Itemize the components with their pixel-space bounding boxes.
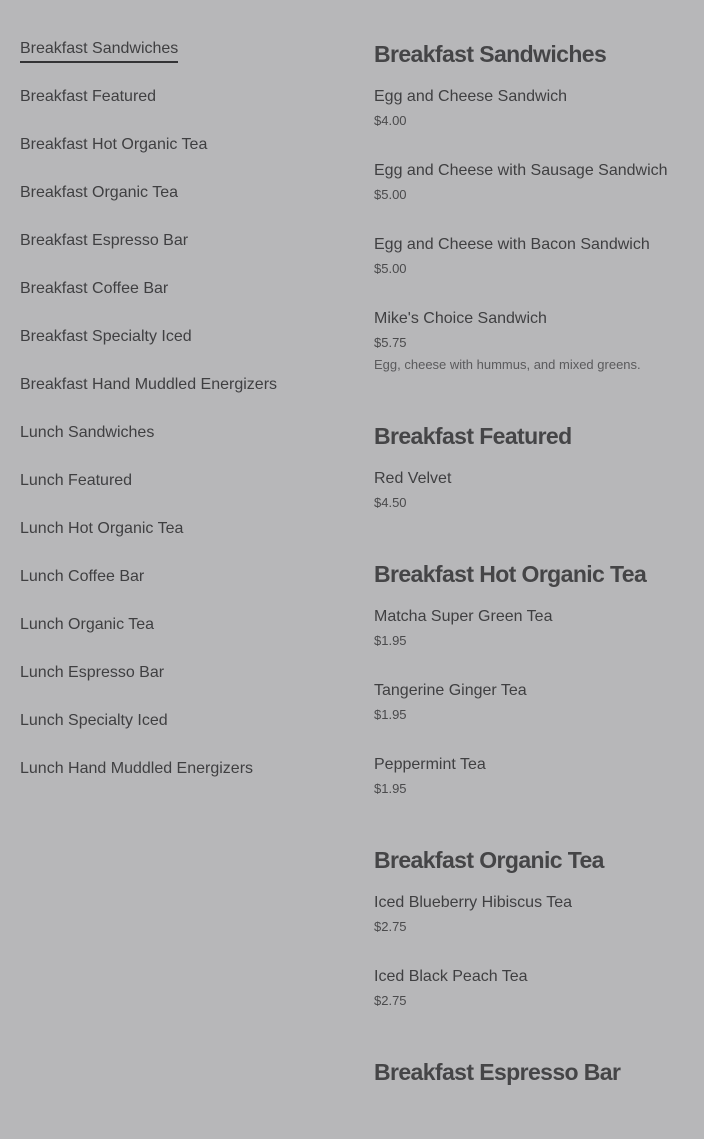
nav-item-label: Lunch Espresso Bar <box>20 664 165 681</box>
menu-item-name: Mike's Choice Sandwich <box>374 310 547 327</box>
nav-item-label: Breakfast Specialty Iced <box>20 328 192 345</box>
menu-section-breakfast-hot-organic-tea <box>374 558 694 798</box>
menu-item-price: $4.50 <box>374 495 407 510</box>
nav-item-lunch-hand-muddled-energizers[interactable] <box>20 758 340 806</box>
nav-item-lunch-hot-organic-tea[interactable] <box>20 518 340 566</box>
menu-item-price: $1.95 <box>374 633 407 648</box>
menu-item-price: $5.00 <box>374 261 407 276</box>
menu-section-breakfast-featured <box>374 420 694 512</box>
nav-item-label: Lunch Sandwiches <box>20 424 155 441</box>
nav-item-label: Breakfast Coffee Bar <box>20 280 169 297</box>
menu-item-description: Egg, cheese with hummus, and mixed greens. <box>374 357 641 372</box>
menu-item-name: Egg and Cheese Sandwich <box>374 88 568 105</box>
menu-item-price: $5.75 <box>374 335 407 350</box>
nav-item-label: Breakfast Organic Tea <box>20 184 179 201</box>
menu-item-name: Matcha Super Green Tea <box>374 608 553 625</box>
menu-item[interactable] <box>374 308 694 374</box>
nav-item-lunch-coffee-bar[interactable] <box>20 566 340 614</box>
nav-item-breakfast-sandwiches[interactable] <box>20 38 340 86</box>
nav-item-breakfast-specialty-iced[interactable] <box>20 326 340 374</box>
menu-item-price: $1.95 <box>374 707 407 722</box>
nav-item-label: Breakfast Espresso Bar <box>20 232 189 249</box>
nav-item-breakfast-coffee-bar[interactable] <box>20 278 340 326</box>
menu-item[interactable] <box>374 892 694 936</box>
menu-item[interactable] <box>374 234 694 278</box>
menu-item-price: $5.00 <box>374 187 407 202</box>
menu-item-name: Egg and Cheese with Sausage Sandwich <box>374 162 668 179</box>
menu-item[interactable] <box>374 680 694 724</box>
nav-item-label: Breakfast Featured <box>20 88 157 105</box>
nav-item-breakfast-hand-muddled-energizers[interactable] <box>20 374 340 422</box>
section-title: Breakfast Featured <box>374 423 572 449</box>
section-title: Breakfast Hot Organic Tea <box>374 561 647 587</box>
menu-section-breakfast-sandwiches <box>374 38 694 374</box>
menu-item-name: Peppermint Tea <box>374 756 486 773</box>
nav-item-label: Breakfast Hand Muddled Energizers <box>20 376 278 393</box>
nav-item-lunch-featured[interactable] <box>20 470 340 518</box>
menu-list <box>374 38 694 1134</box>
nav-item-label: Lunch Featured <box>20 472 133 489</box>
menu-item[interactable] <box>374 966 694 1010</box>
nav-item-label: Lunch Organic Tea <box>20 616 155 633</box>
nav-item-label: Lunch Specialty Iced <box>20 712 168 729</box>
category-nav <box>20 38 340 806</box>
menu-section-breakfast-organic-tea <box>374 844 694 1010</box>
menu-item[interactable] <box>374 160 694 204</box>
nav-item-lunch-organic-tea[interactable] <box>20 614 340 662</box>
nav-item-lunch-espresso-bar[interactable] <box>20 662 340 710</box>
nav-item-breakfast-espresso-bar[interactable] <box>20 230 340 278</box>
nav-item-breakfast-organic-tea[interactable] <box>20 182 340 230</box>
menu-item-name: Iced Black Peach Tea <box>374 968 528 985</box>
menu-item-price: $2.75 <box>374 993 407 1008</box>
nav-item-lunch-sandwiches[interactable] <box>20 422 340 470</box>
nav-item-label: Lunch Hot Organic Tea <box>20 520 184 537</box>
menu-item-name: Iced Blueberry Hibiscus Tea <box>374 894 573 911</box>
menu-item-price: $1.95 <box>374 781 407 796</box>
nav-item-label: Lunch Coffee Bar <box>20 568 145 585</box>
menu-item[interactable] <box>374 606 694 650</box>
menu-item[interactable] <box>374 754 694 798</box>
nav-item-label: Breakfast Sandwiches <box>20 38 178 63</box>
menu-item[interactable] <box>374 86 694 130</box>
menu-item-name: Tangerine Ginger Tea <box>374 682 527 699</box>
section-title: Breakfast Organic Tea <box>374 847 604 873</box>
nav-item-breakfast-hot-organic-tea[interactable] <box>20 134 340 182</box>
nav-item-label: Breakfast Hot Organic Tea <box>20 136 208 153</box>
nav-item-breakfast-featured[interactable] <box>20 86 340 134</box>
nav-item-lunch-specialty-iced[interactable] <box>20 710 340 758</box>
section-title: Breakfast Espresso Bar <box>374 1059 621 1085</box>
menu-item[interactable] <box>374 468 694 512</box>
menu-item-name: Egg and Cheese with Bacon Sandwich <box>374 236 650 253</box>
menu-section-breakfast-espresso-bar <box>374 1056 694 1088</box>
menu-item-price: $4.00 <box>374 113 407 128</box>
section-title: Breakfast Sandwiches <box>374 41 607 67</box>
menu-item-price: $2.75 <box>374 919 407 934</box>
menu-item-name: Red Velvet <box>374 470 452 487</box>
nav-item-label: Lunch Hand Muddled Energizers <box>20 760 254 777</box>
